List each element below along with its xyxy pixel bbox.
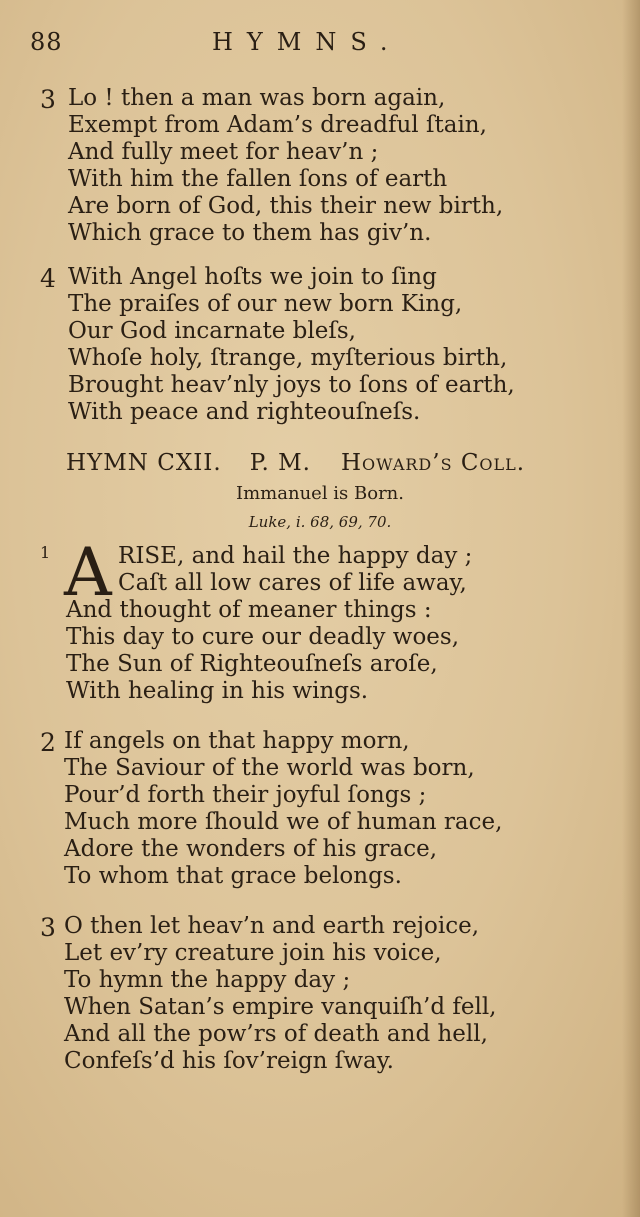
verse-line: The Sun of Righteouſneſs aroſe, — [66, 651, 438, 677]
verse-line: This day to cure our deadly woes, — [66, 624, 460, 650]
verse-line: Confeſs’d his ſov’reign ſway. — [64, 1048, 394, 1074]
verse-line: Whoſe holy, ſtrange, myſterious birth, — [68, 345, 508, 371]
verse-line: And fully meet for heav’n ; — [68, 139, 379, 165]
verse-line: Are born of God, this their new birth, — [68, 193, 504, 219]
verse-line: When Satan’s empire vanquiſh’d fell, — [64, 994, 497, 1020]
verse-line: With him the fallen ſons of earth — [68, 166, 448, 192]
stanza-number: 3 — [40, 85, 56, 114]
hymn-subtitle: Immanuel is Born. — [236, 483, 404, 504]
verse-line: Let ev’ry creature join his voice, — [64, 940, 442, 966]
verse-line: Which grace to them has giv’n. — [68, 220, 432, 246]
verse-line: The praiſes of our new born King, — [68, 291, 463, 317]
verse-line: RISE, and hail the happy day ; — [118, 543, 473, 569]
verse-line: With peace and righteouſneſs. — [68, 399, 421, 425]
stanza-number: 2 — [40, 728, 56, 757]
verse-line: O then let heav’n and earth rejoice, — [64, 913, 480, 939]
stanza-number: 4 — [40, 264, 56, 293]
hymn-heading — [66, 450, 525, 476]
page-number: 88 — [30, 28, 63, 56]
hymn-meter: P. M. — [249, 450, 311, 476]
page-header — [0, 28, 640, 68]
stanza-number: 3 — [40, 913, 56, 942]
verse-line: With Angel hoſts we join to ſing — [68, 264, 437, 290]
verse-line: And thought of meaner things : — [66, 597, 432, 623]
hymn-title: HYMN CXII. — [66, 450, 222, 476]
verse-line: The Saviour of the world was born, — [64, 755, 475, 781]
hymn-source: Howard’s Coll. — [341, 450, 526, 476]
verse-line: Exempt from Adam’s dreadful ſtain, — [68, 112, 487, 138]
verse-line: Our God incarnate bleſs, — [68, 318, 356, 344]
page-edge-shadow — [622, 0, 640, 1217]
stanza-number: 1 — [40, 543, 51, 562]
verse-line: And all the pow’rs of death and hell, — [64, 1021, 488, 1047]
verse-line: With healing in his wings. — [66, 678, 369, 704]
verse-line: Much more ſhould we of human race, — [64, 809, 503, 835]
verse-line: Caſt all low cares of life away, — [118, 570, 467, 596]
scripture-reference: Luke, i. 68, 69, 70. — [248, 513, 392, 531]
verse-line: If angels on that happy morn, — [64, 728, 410, 754]
verse-line: Pour’d forth their joyful ſongs ; — [64, 782, 427, 808]
verse-line: To whom that grace belongs. — [64, 863, 402, 889]
verse-line: Brought heav’nly joys to ſons of earth, — [68, 372, 515, 398]
verse-line: Lo ! then a man was born again, — [68, 85, 446, 111]
verse-line: Adore the wonders of his grace, — [64, 836, 438, 862]
verse-line: To hymn the happy day ; — [64, 967, 351, 993]
running-title: HYMNS. — [212, 28, 402, 56]
drop-cap: A — [64, 534, 112, 611]
